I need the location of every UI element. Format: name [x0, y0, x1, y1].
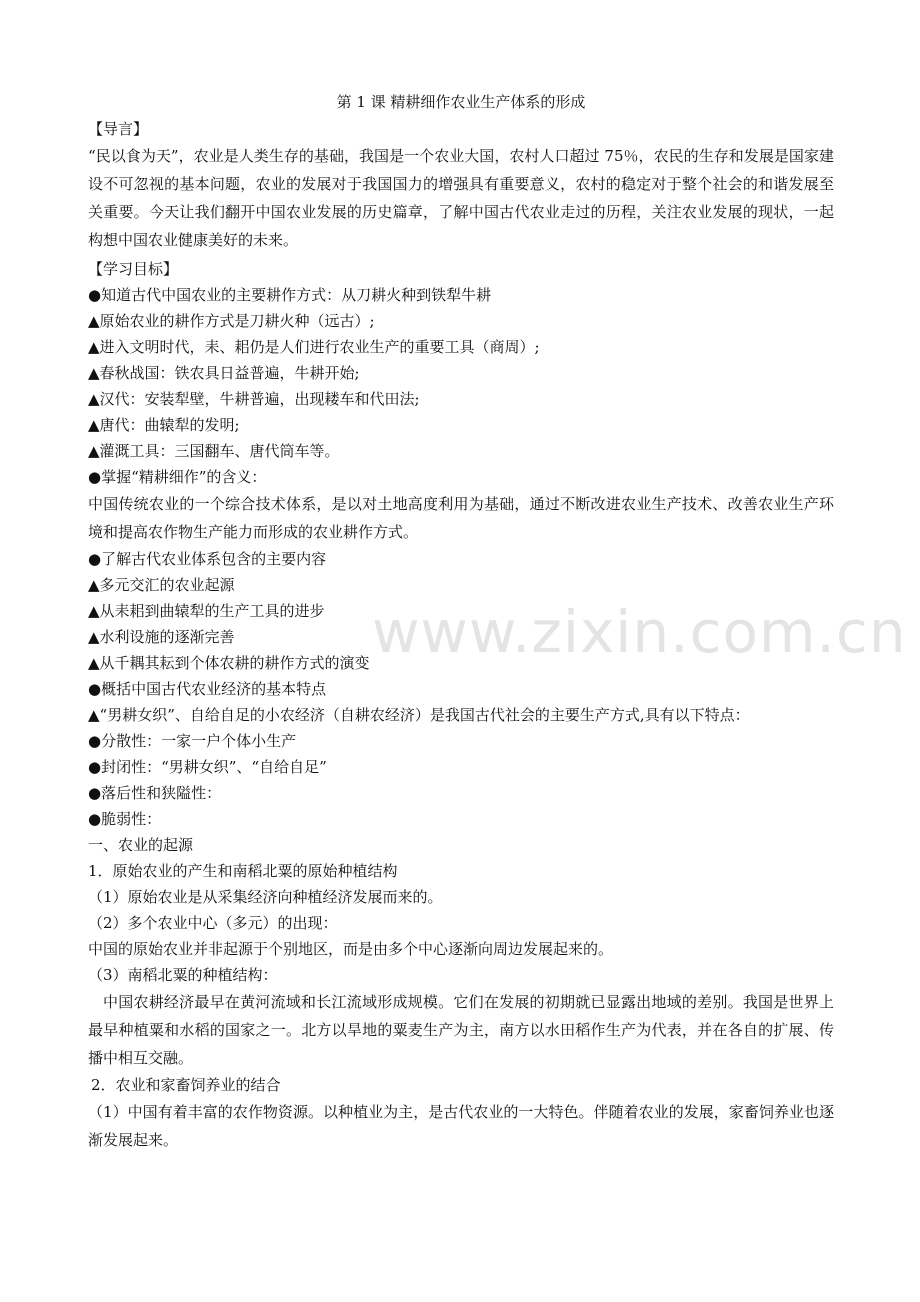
goal-line: ▲进入文明时代，耒、耜仍是人们进行农业生产的重要工具（商周）; — [88, 338, 540, 356]
goal-line: ▲汉代：安装犁壁，牛耕普遍，出现耧车和代田法; — [88, 390, 420, 408]
goal-line: ●掌握“精耕细作”的含义： — [88, 468, 267, 486]
goal-line: ▲多元交汇的农业起源 — [88, 576, 235, 594]
goal-line: ▲原始农业的耕作方式是刀耕火种（远古）; — [88, 312, 375, 330]
list-item: （2）多个农业中心（多元）的出现： — [88, 914, 338, 932]
goal-line: ●知道古代中国农业的主要耕作方式：从刀耕火种到铁犁牛耕 — [88, 286, 492, 304]
goal-line: ●封闭性：“男耕女织”、“自给自足” — [88, 758, 327, 776]
goals-heading: 【学习目标】 — [88, 260, 179, 278]
goal-line: ▲“男耕女织”、自给自足的小农经济（自耕农经济）是我国古代社会的主要生产方式,具有以下特点： — [88, 706, 750, 724]
intro-paragraph: “民以食为天”，农业是人类生存的基础，我国是一个农业大国，农村人口超过 75％，农民的生存和发展是国家建设不可忽视的基本问题，农业的发展对于我国国力的增强具有重要意义，农村的稳定对于整个社会的和谐发展至关重要。今天让我们翻开中国农业发展的历史篇章，了解中国古代农业走过的历程，关注农业发展的现状，一起构想中国农业健康美好的未来。 — [88, 147, 834, 249]
goal-line: ●概括中国古代农业经济的基本特点 — [88, 680, 327, 698]
document-body — [88, 88, 834, 1154]
goal-line: ▲水利设施的逐渐完善 — [88, 628, 235, 646]
goal-line: ●了解古代农业体系包含的主要内容 — [88, 550, 327, 568]
goal-line: ●落后性和狭隘性： — [88, 784, 222, 802]
goal-line: ▲唐代：曲辕犁的发明; — [88, 416, 240, 434]
list-item: （1）原始农业是从采集经济向种植经济发展而来的。 — [88, 888, 443, 906]
intro-heading: 【导言】 — [88, 120, 149, 138]
body-paragraph: 中国农耕经济最早在黄河流域和长江流域形成规模。它们在发展的初期就已显露出地域的差别。我国是世界上最早种植粟和水稻的国家之一。北方以旱地的粟麦生产为主，南方以水田稻作生产为代表，并在各自的扩展、传播中相互交融。 — [88, 993, 834, 1067]
list-item: （3）南稻北粟的种植结构： — [88, 966, 278, 984]
page-title: 第 1 课 精耕细作农业生产体系的形成 — [336, 93, 586, 111]
goal-line: ●分散性：一家一户个体小生产 — [88, 732, 297, 750]
subsection-heading: 1．原始农业的产生和南稻北粟的原始种植结构 — [88, 862, 398, 880]
definition-paragraph: 中国传统农业的一个综合技术体系，是以对土地高度利用为基础，通过不断改进农业生产技术、改善农业生产环境和提高农作物生产能力而形成的农业耕作方式。 — [88, 495, 834, 541]
section-heading: 一、农业的起源 — [88, 836, 194, 854]
body-line: 中国的原始农业并非起源于个别地区，而是由多个中心逐渐向周边发展起来的。 — [88, 940, 614, 958]
goal-line: ●脆弱性： — [88, 810, 162, 828]
goal-line: ▲春秋战国：铁农具日益普遍，牛耕开始; — [88, 364, 360, 382]
goal-line: ▲从千耦其耘到个体农耕的耕作方式的演变 — [88, 654, 370, 672]
watermark: www.zixin.com.cn — [372, 598, 907, 666]
body-paragraph: （1）中国有着丰富的农作物资源。以种植业为主，是古代农业的一大特色。伴随着农业的发展，家畜饲养业也逐渐发展起来。 — [88, 1103, 834, 1149]
subsection-heading: 2．农业和家畜饲养业的结合 — [91, 1076, 281, 1094]
goal-line: ▲灌溉工具：三国翻车、唐代筒车等。 — [88, 442, 340, 460]
goal-line: ▲从耒耜到曲辕犁的生产工具的进步 — [88, 602, 325, 620]
